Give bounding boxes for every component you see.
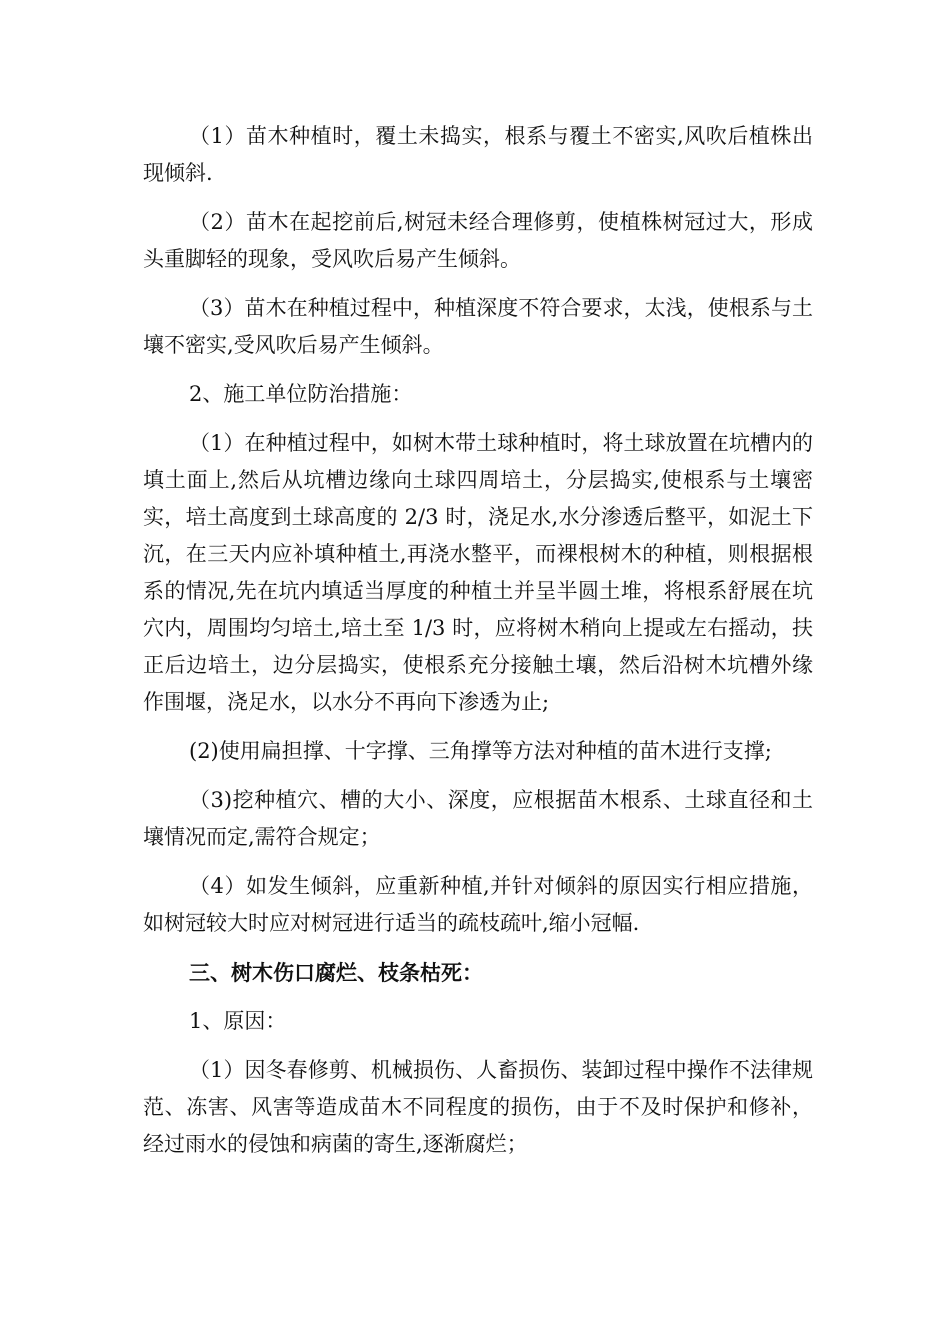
paragraph: （2）苗木在起挖前后,树冠未经合理修剪，使植株树冠过大，形成头重脚轻的现象，受风吹后易产生倾斜。 <box>143 210 813 271</box>
paragraph: （4）如发生倾斜，应重新种植,并针对倾斜的原因实行相应措施，如树冠较大时应对树冠进行适当的疏枝疏叶,缩小冠幅. <box>143 874 813 935</box>
subheading-measures: 2、施工单位防治措施： <box>189 382 413 406</box>
paragraph: （1）因冬春修剪、机械损伤、人畜损伤、装卸过程中操作不法律规范、冻害、风害等造成苗木不同程度的损伤，由于不及时保护和修补，经过雨水的侵蚀和病菌的寄生,逐渐腐烂； <box>143 1058 813 1156</box>
paragraph: （1）苗木种植时，覆土未捣实，根系与覆土不密实,风吹后植株出现倾斜. <box>143 124 813 185</box>
section-heading: 三、树木伤口腐烂、枝条枯死： <box>189 960 483 985</box>
document-body <box>143 118 813 1175</box>
paragraph: （1）在种植过程中，如树木带土球种植时，将土球放置在坑槽内的填土面上,然后从坑槽边缘向土球四周培土，分层捣实,使根系与土壤密实，培土高度到土球高度的 2/3 时，浇足水,水分渗透后整平，如泥土下沉，在三天内应补填种植土,再浇水整平，而裸根树木的种植，则根据根系的情况,先在坑内填适当厚度的种植土并呈半圆土堆，将根系舒展在坑穴内，周围均匀培土,培土至 1/3 时，应将树木稍向上提或左右摇动，扶正后边培土，边分层捣实，使根系充分接触土壤，然后沿树木坑槽外缘作围堰，浇足水，以水分不再向下渗透为止; <box>143 431 813 714</box>
paragraph: （3）苗木在种植过程中，种植深度不符合要求，太浅，使根系与土壤不密实,受风吹后易产生倾斜。 <box>143 296 813 357</box>
paragraph: (2)使用扁担撑、十字撑、三角撑等方法对种植的苗木进行支撑; <box>189 739 772 763</box>
paragraph: （3)挖种植穴、槽的大小、深度，应根据苗木根系、土球直径和土壤情况而定,需符合规定； <box>143 788 813 849</box>
subheading-causes: 1、原因： <box>189 1009 287 1033</box>
